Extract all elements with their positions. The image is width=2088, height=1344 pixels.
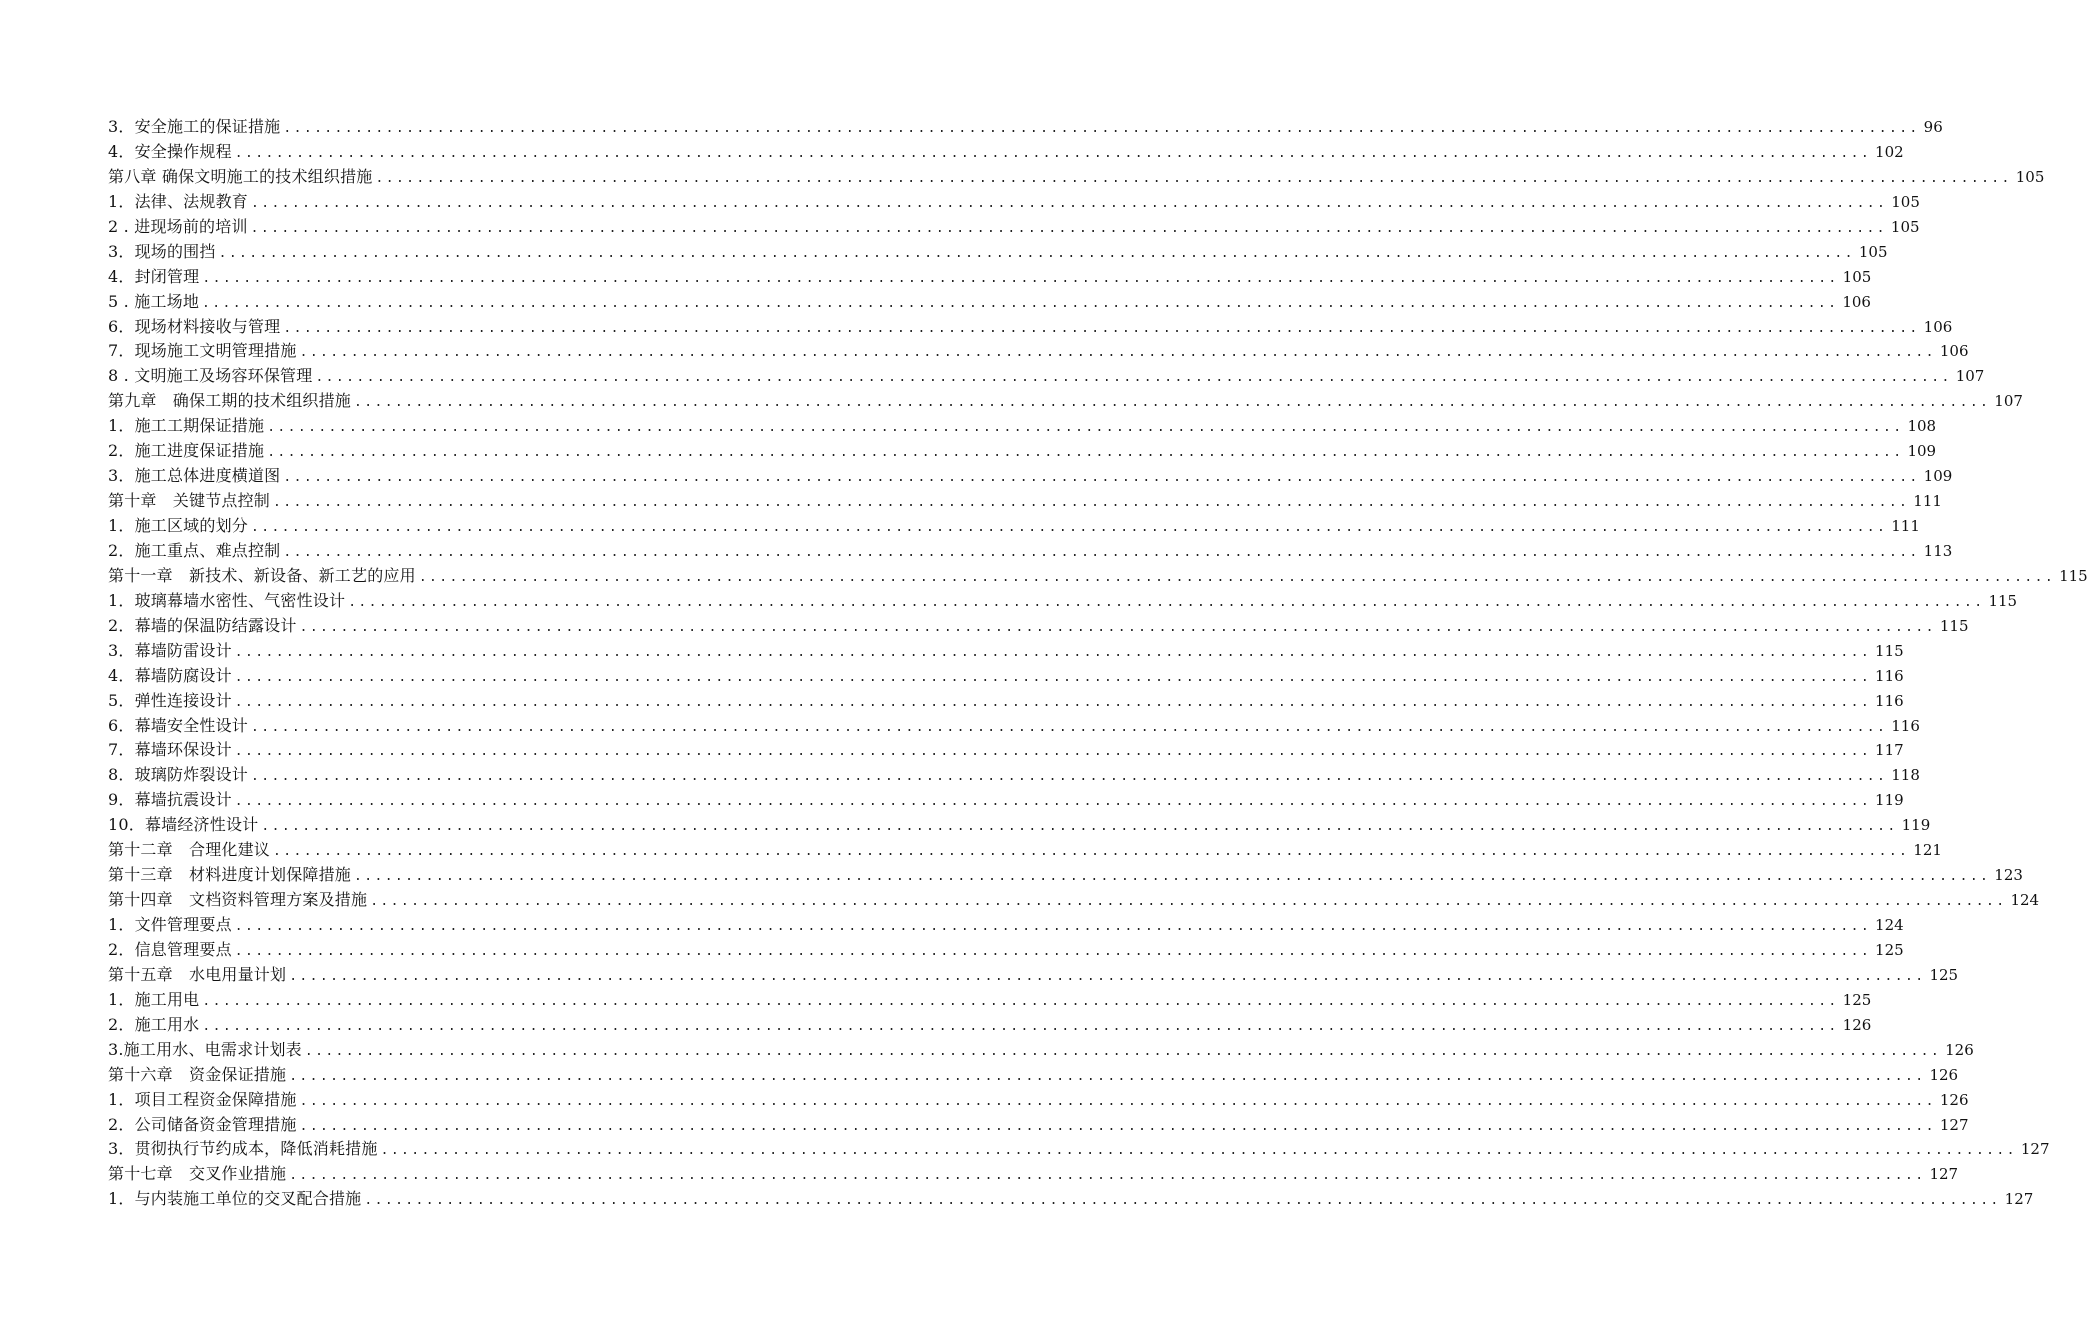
toc-entry-page-number: 127 <box>2020 1140 2050 1159</box>
toc-entry-page-number: 118 <box>1891 766 1920 785</box>
toc-entry[interactable] <box>108 1038 1974 1063</box>
toc-entry-title: 10．幕墙经济性设计 <box>108 815 259 835</box>
toc-entry-page-number: 105 <box>1858 242 1888 261</box>
toc-entry-title: 第十二章 合理化建议 <box>108 840 271 860</box>
toc-entry-page-number: 105 <box>2015 167 2045 186</box>
toc-entry-title: 3．幕墙防雷设计 <box>108 640 232 660</box>
toc-entry-title: 第十三章 材料进度计划保障措施 <box>108 865 352 885</box>
toc-entry-page-number: 102 <box>1875 142 1904 161</box>
toc-dot-leader: ................................................................................................................................................................ <box>234 919 1872 934</box>
toc-dot-leader: ................................................................................................................................................................ <box>283 320 1920 336</box>
toc-entry-page-number: 124 <box>1875 916 1904 934</box>
toc-entry-title: 4．封闭管理 <box>108 266 200 286</box>
toc-dot-leader: ................................................................................................................................................................ <box>283 544 1920 560</box>
toc-dot-leader: ................................................................................................................................................................ <box>289 1068 1926 1084</box>
toc-entry-title: 第十章 关键节点控制 <box>108 491 271 511</box>
toc-entry-page-number: 106 <box>1939 342 1969 361</box>
toc-dot-leader: ................................................................................................................................................................ <box>234 644 1872 660</box>
toc-entry-page-number: 109 <box>1923 467 1953 486</box>
toc-dot-leader: ................................................................................................................................................................ <box>299 1093 1936 1109</box>
toc-entry[interactable] <box>108 315 1953 340</box>
toc-entry-title: 1．法律、法规教育 <box>108 191 248 211</box>
toc-entry[interactable] <box>108 240 1888 265</box>
toc-entry[interactable] <box>108 763 1920 788</box>
toc-entry-page-number: 125 <box>1842 990 1872 1009</box>
toc-dot-leader: ................................................................................................................................................................ <box>315 370 1952 386</box>
toc-entry[interactable] <box>108 1063 1959 1088</box>
toc-entry-page-number: 121 <box>1913 841 1942 860</box>
toc-entry-page-number: 111 <box>1913 492 1942 511</box>
toc-entry[interactable] <box>108 639 1904 664</box>
toc-entry-title: 9．幕墙抗震设计 <box>108 790 232 810</box>
toc-entry-title: 2 . 进现场前的培训 <box>108 216 248 236</box>
toc-entry-page-number: 116 <box>1891 716 1920 735</box>
toc-entry[interactable] <box>108 589 2018 614</box>
toc-entry-title: 第十一章 新技术、新设备、新工艺的应用 <box>108 565 416 585</box>
toc-entry[interactable] <box>108 888 2040 913</box>
toc-dot-leader: ................................................................................................................................................................ <box>234 794 1872 810</box>
toc-entry-title: 7．幕墙环保设计 <box>108 740 232 760</box>
toc-entry[interactable] <box>108 738 1904 763</box>
toc-dot-leader: ................................................................................................................................................................ <box>234 943 1872 959</box>
toc-entry-title: 1．文件管理要点 <box>108 915 232 934</box>
toc-entry-title: 8．玻璃防炸裂设计 <box>108 765 248 785</box>
toc-dot-leader: ................................................................................................................................................................ <box>234 145 1872 161</box>
toc-dot-leader: ................................................................................................................................................................ <box>202 993 1839 1009</box>
toc-entry-page-number: 105 <box>1890 217 1920 236</box>
table-of-contents <box>108 115 2088 1212</box>
toc-dot-leader: ................................................................................................................................................................ <box>202 1018 1839 1034</box>
toc-entry-title: 2．施工用水 <box>108 1014 200 1034</box>
toc-dot-leader: ................................................................................................................................................................ <box>234 744 1872 760</box>
toc-dot-leader: ................................................................................................................................................................ <box>283 470 1920 486</box>
toc-entry[interactable] <box>108 489 1942 514</box>
toc-entry[interactable] <box>108 1113 1969 1138</box>
toc-entry-title: 5．弹性连接设计 <box>108 690 232 710</box>
toc-entry-title: 6．幕墙安全性设计 <box>108 715 248 735</box>
toc-entry-page-number: 126 <box>1939 1090 1969 1109</box>
toc-entry[interactable] <box>108 1013 1872 1038</box>
toc-dot-leader: ................................................................................................................................................................ <box>218 245 1855 261</box>
toc-entry-page-number: 113 <box>1923 541 1953 560</box>
toc-entry-page-number: 111 <box>1891 517 1920 535</box>
toc-entry-title: 5 . 施工场地 <box>108 291 200 311</box>
toc-entry-page-number: 115 <box>1988 591 2018 610</box>
toc-entry-title: 1．施工用电 <box>108 989 200 1009</box>
toc-dot-leader: ................................................................................................................................................................ <box>364 1193 2001 1209</box>
toc-dot-leader: ................................................................................................................................................................ <box>250 719 1888 735</box>
toc-entry-page-number: 96 <box>1923 118 1943 136</box>
toc-entry[interactable] <box>108 614 1969 639</box>
toc-dot-leader: ................................................................................................................................................................ <box>250 520 1888 535</box>
toc-entry[interactable] <box>108 215 1920 240</box>
toc-entry-page-number: 116 <box>1875 666 1904 685</box>
toc-entry-page-number: 127 <box>1939 1115 1969 1134</box>
toc-entry-title: 3．贯彻执行节约成本，降低消耗措施 <box>108 1139 378 1159</box>
toc-entry-page-number: 115 <box>1939 616 1969 635</box>
toc-entry-title: 2．施工重点、难点控制 <box>108 540 281 560</box>
toc-entry-title: 第十五章 水电用量计划 <box>108 964 287 984</box>
toc-dot-leader: ................................................................................................................................................................ <box>273 844 1910 860</box>
toc-dot-leader: ................................................................................................................................................................ <box>299 345 1936 361</box>
toc-entry-page-number: 107 <box>1955 367 1985 386</box>
toc-entry-title: 7．现场施工文明管理措施 <box>108 341 297 361</box>
toc-dot-leader: ................................................................................................................................................................ <box>234 694 1872 710</box>
toc-entry-title: 6．现场材料接收与管理 <box>108 316 281 336</box>
toc-entry-title: 第十四章 文档资料管理方案及措施 <box>108 890 368 910</box>
toc-entry-page-number: 123 <box>1994 866 2023 885</box>
toc-entry-page-number: 125 <box>1875 940 1904 959</box>
toc-dot-leader: ................................................................................................................................................................ <box>202 270 1839 286</box>
toc-entry[interactable] <box>108 1088 1969 1113</box>
toc-entry-page-number: 119 <box>1901 816 1931 835</box>
toc-entry[interactable] <box>108 913 1904 938</box>
toc-entry-title: 1．项目工程资金保障措施 <box>108 1089 297 1109</box>
toc-entry[interactable] <box>108 290 1871 315</box>
toc-dot-leader: ................................................................................................................................................................ <box>299 1118 1936 1134</box>
toc-entry[interactable] <box>108 464 1953 489</box>
toc-entry-page-number: 107 <box>1994 392 2023 411</box>
toc-dot-leader: ................................................................................................................................................................ <box>250 220 1887 236</box>
toc-entry-title: 1．玻璃幕墙水密性、气密性设计 <box>108 590 346 610</box>
toc-entry[interactable] <box>108 539 1953 564</box>
toc-entry-title: 4．幕墙防腐设计 <box>108 665 232 685</box>
toc-entry[interactable] <box>108 1162 1959 1187</box>
toc-dot-leader: ................................................................................................................................................................ <box>418 569 2056 585</box>
toc-dot-leader: ................................................................................................................................................................ <box>267 445 1904 461</box>
toc-entry-page-number: 106 <box>1842 292 1871 311</box>
toc-dot-leader: ................................................................................................................................................................ <box>273 495 1910 511</box>
toc-entry-page-number: 125 <box>1929 965 1959 984</box>
toc-entry[interactable] <box>108 265 1872 290</box>
toc-entry[interactable] <box>108 140 1904 165</box>
toc-entry-page-number: 115 <box>1875 641 1904 660</box>
toc-entry-page-number: 115 <box>2059 566 2088 585</box>
toc-entry[interactable] <box>108 689 1904 714</box>
toc-entry[interactable] <box>108 863 2023 888</box>
toc-entry[interactable] <box>108 339 1969 364</box>
toc-entry[interactable] <box>108 838 1942 863</box>
toc-entry-title: 第九章 确保工期的技术组织措施 <box>108 391 352 411</box>
toc-entry-page-number: 105 <box>1842 267 1872 286</box>
toc-dot-leader: ................................................................................................................................................................ <box>348 594 1985 610</box>
toc-entry[interactable] <box>108 664 1904 689</box>
toc-entry-title: 3．现场的围挡 <box>108 241 216 261</box>
toc-dot-leader: ................................................................................................................................................................ <box>289 1168 1926 1184</box>
toc-entry-title: 1．与内装施工单位的交叉配合措施 <box>108 1189 362 1209</box>
toc-entry-page-number: 116 <box>1875 691 1904 710</box>
toc-entry-title: 2．公司储备资金管理措施 <box>108 1114 297 1134</box>
toc-entry[interactable] <box>108 439 1937 464</box>
toc-entry-page-number: 124 <box>2010 891 2040 910</box>
toc-entry-title: 1．施工区域的划分 <box>108 516 248 535</box>
toc-entry-title: 3．施工总体进度横道图 <box>108 466 281 486</box>
toc-entry-page-number: 127 <box>2004 1190 2034 1209</box>
toc-dot-leader: ................................................................................................................................................................ <box>354 395 1991 411</box>
toc-entry[interactable] <box>108 514 1920 539</box>
toc-entry-page-number: 126 <box>1929 1065 1959 1084</box>
toc-entry-page-number: 119 <box>1875 791 1904 810</box>
toc-entry[interactable] <box>108 988 1872 1013</box>
toc-entry[interactable] <box>108 364 1985 389</box>
toc-entry-title: 第八章 确保文明施工的技术组织措施 <box>108 166 373 186</box>
toc-entry[interactable] <box>108 963 1959 988</box>
toc-dot-leader: ................................................................................................................................................................ <box>380 1143 2017 1159</box>
toc-dot-leader: ................................................................................................................................................................ <box>267 420 1904 436</box>
toc-dot-leader: ................................................................................................................................................................ <box>250 195 1888 211</box>
toc-dot-leader: ................................................................................................................................................................ <box>299 619 1936 635</box>
toc-entry-page-number: 126 <box>1945 1040 1974 1059</box>
toc-entry-title: 4．安全操作规程 <box>108 141 232 161</box>
toc-entry[interactable] <box>108 714 1920 739</box>
toc-entry-title: 第十七章 交叉作业措施 <box>108 1164 287 1184</box>
toc-dot-leader: ................................................................................................................................................................ <box>261 819 1898 835</box>
toc-entry-page-number: 109 <box>1907 442 1937 461</box>
toc-entry[interactable] <box>108 165 2045 190</box>
toc-dot-leader: ................................................................................................................................................................ <box>304 1043 1942 1059</box>
toc-entry[interactable] <box>108 190 1920 215</box>
toc-dot-leader: ................................................................................................................................................................ <box>289 968 1926 984</box>
toc-entry[interactable] <box>108 414 1937 439</box>
toc-dot-leader: ................................................................................................................................................................ <box>234 669 1872 685</box>
toc-entry[interactable] <box>108 938 1904 963</box>
toc-entry-title: 第十六章 资金保证措施 <box>108 1064 287 1084</box>
toc-entry-title: 2．信息管理要点 <box>108 939 232 959</box>
toc-entry-page-number: 126 <box>1842 1015 1872 1034</box>
toc-entry[interactable] <box>108 115 1943 140</box>
toc-dot-leader: ................................................................................................................................................................ <box>202 295 1839 311</box>
toc-dot-leader: ................................................................................................................................................................ <box>375 170 2012 186</box>
toc-entry-title: 3.施工用水、电需求计划表 <box>108 1039 302 1059</box>
toc-entry-title: 2．幕墙的保温防结露设计 <box>108 615 297 635</box>
toc-dot-leader: ................................................................................................................................................................ <box>370 894 2007 910</box>
toc-entry[interactable] <box>108 1137 2050 1162</box>
toc-dot-leader: ................................................................................................................................................................ <box>354 869 1991 885</box>
toc-entry-page-number: 108 <box>1907 417 1937 436</box>
toc-entry-page-number: 105 <box>1891 192 1920 211</box>
toc-entry[interactable] <box>108 813 1931 838</box>
toc-entry-title: 2．施工进度保证措施 <box>108 441 265 461</box>
toc-dot-leader: ................................................................................................................................................................ <box>283 121 1920 136</box>
toc-entry[interactable] <box>108 1187 2034 1212</box>
toc-entry-title: 8 . 文明施工及场容环保管理 <box>108 366 313 386</box>
toc-entry-page-number: 117 <box>1875 741 1904 760</box>
toc-entry-page-number: 127 <box>1929 1165 1959 1184</box>
toc-entry-page-number: 106 <box>1923 317 1953 336</box>
toc-entry[interactable] <box>108 788 1904 813</box>
toc-entry-title: 1．施工工期保证措施 <box>108 416 265 436</box>
toc-entry[interactable] <box>108 389 2023 414</box>
toc-entry-title: 3．安全施工的保证措施 <box>108 117 281 136</box>
toc-dot-leader: ................................................................................................................................................................ <box>250 769 1888 785</box>
toc-entry[interactable] <box>108 564 2088 589</box>
